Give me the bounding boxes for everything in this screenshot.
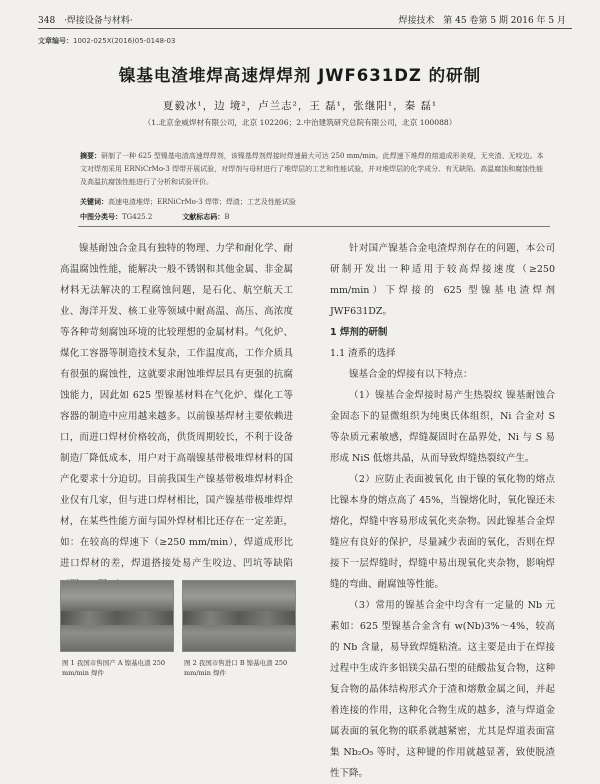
running-header xyxy=(38,12,572,26)
abstract-rule xyxy=(78,226,550,227)
page-number: 348 xyxy=(38,16,56,26)
authors: 夏毅冰¹，边 境²，卢兰志²，王 磊¹，张继阳¹，秦 磊¹ xyxy=(162,100,438,112)
left-column xyxy=(60,238,293,595)
abstract-text: 研制了一种 625 型镍基电渣高速焊焊剂，该镍基焊剂焊接时焊速最大可达 250 mm/min。此焊速下堆焊的熔道成形美观，无夹渣、无咬边。本文对焊剂采用 ERNiCrMo-3 焊带开展试验，对焊剂与母材进行了堆焊层的工艺和性能试验，并对堆焊层的化学成分、有无缺陷、高温腐蚀和腐蚀性能及高温抗腐蚀性能进行了分析和试验评价。 xyxy=(80,152,544,186)
weld-photo-figure-1 xyxy=(60,580,174,652)
journal-section: ·焊接设备与材料· xyxy=(64,16,133,26)
figure-row xyxy=(60,580,296,652)
issue-info: 第 45 卷第 5 期 2016 年 5 月 xyxy=(443,16,566,26)
point-2-paragraph: （2）应防止表面被氧化 由于镍的氧化物的熔点比镍本身的熔点高了 45%，当镍熔化时，氧化镍还未熔化，焊缝中容易形成氧化夹杂物。因此镍基合金焊缝应有良好的保护，尽量减少表面的氧化，否则在焊接下一层焊缝时，焊缝中易出现氧化夹杂物，影响焊缝的弯曲、耐腐蚀等性能。 xyxy=(330,474,555,590)
figure-2-caption: 图 2 我国市售进口 B 镍基电渣 250 mm/min 焊件 xyxy=(184,659,288,677)
keywords: 关键词：高速电渣堆焊；ERNiCrMo-3 焊带；焊渣；工艺及性能试验 xyxy=(80,198,296,206)
abstract xyxy=(80,150,550,189)
classification: 中图分类号：TG425.2 文献标志码：B xyxy=(80,213,230,221)
lead-paragraph: 镍基合金的焊接有以下特点： xyxy=(349,369,473,380)
subsection-heading: 1.1 渣系的选择 xyxy=(330,348,396,359)
document-id: 文章编号：1002-025X(2016)05-0148-03 xyxy=(38,37,176,45)
paper-title: 镍基电渣堆焊高速焊焊剂 JWF631DZ 的研制 xyxy=(118,66,482,85)
journal-name: 焊接技术 xyxy=(398,16,435,26)
right-column xyxy=(330,238,555,784)
section-heading: 1 焊剂的研制 xyxy=(330,327,388,338)
header-rule xyxy=(38,28,572,29)
body-paragraph: 镍基耐蚀合金具有独特的物理、力学和耐化学、耐高温腐蚀性能，能解决一般不锈钢和其他金属、非金属材料无法解决的工程腐蚀问题，是石化、航空航天工业、海洋开发、核工业等领域中耐高温、高压、高浓度等各种苛刻腐蚀环境的比较理想的金属材料。气化炉、煤化工容器等制造技术复杂，工作温度高，工作介质具有很强的腐蚀性，这就要求耐蚀堆焊层具有更强的抗腐蚀能力，因此如 625 型镍基材料在气化炉、煤化工等容器的制造中应用越来越多。以前镍基焊材主要依赖进口，而进口焊材价格较高，供货周期较长，不利于设备制造厂降低成本，用户对于高端镍基带极堆焊材料的国产化要求十分迫切。目前我国生产镍基带极堆焊材料企业仅有几家，但与进口焊材相比，国产镍基带极堆焊焊材，在某些性能方面与国外焊材相比还存在一定差距，如：在较高的焊速下（≥250 mm/min），焊道成形比进口焊材的差，焊道搭接处易产生咬边、凹坑等缺陷 xyxy=(60,243,293,569)
figure-1-caption: 图 1 我国市售国产 A 镍基电渣 250 mm/min 焊件 xyxy=(62,659,166,677)
point-3-paragraph: （3）常用的镍基合金中均含有一定量的 Nb 元素如：625 型镍基合金含有 w(Nb)3%～4%，较高的 Nb 含量，易导致焊缝粘渣。这主要是由于在焊接过程中生成许多铝镁尖晶石型的硅酸盐复合物，这种复合物的晶体结构形式介于渣和熔敷金属之间，并起着连接的作用，这种化合物生成的越多，渣与焊道金属表面的氧化物的联系就越紧密，尤其是焊道表面富集 Nb₂O₅ 等时，这种键的作用就越显著，致使脱渣性下降。 xyxy=(330,600,555,779)
weld-photo-figure-2 xyxy=(182,580,296,652)
point-1-paragraph: （1）镍基合金焊接时易产生热裂纹 镍基耐蚀合金固态下的显微组织为纯奥氏体组织，Ni 合金对 S 等杂质元素敏感，焊缝凝固时在晶界处，Ni 与 S 易形成 NiS 低熔共晶，从而导致焊缝热裂纹产生。 xyxy=(330,390,555,464)
abstract-label: 摘要： xyxy=(80,152,101,160)
intro-paragraph: 针对国产镍基合金电渣焊剂存在的问题，本公司研制开发出一种适用于较高焊接速度（≥250 mm/min）下焊接的 625 型镍基电渣焊剂 JWF631DZ。 xyxy=(330,243,555,317)
affiliation: （1.北京金威焊材有限公司，北京 102206；2.中治建筑研究总院有限公司，北京 100088） xyxy=(143,118,457,127)
